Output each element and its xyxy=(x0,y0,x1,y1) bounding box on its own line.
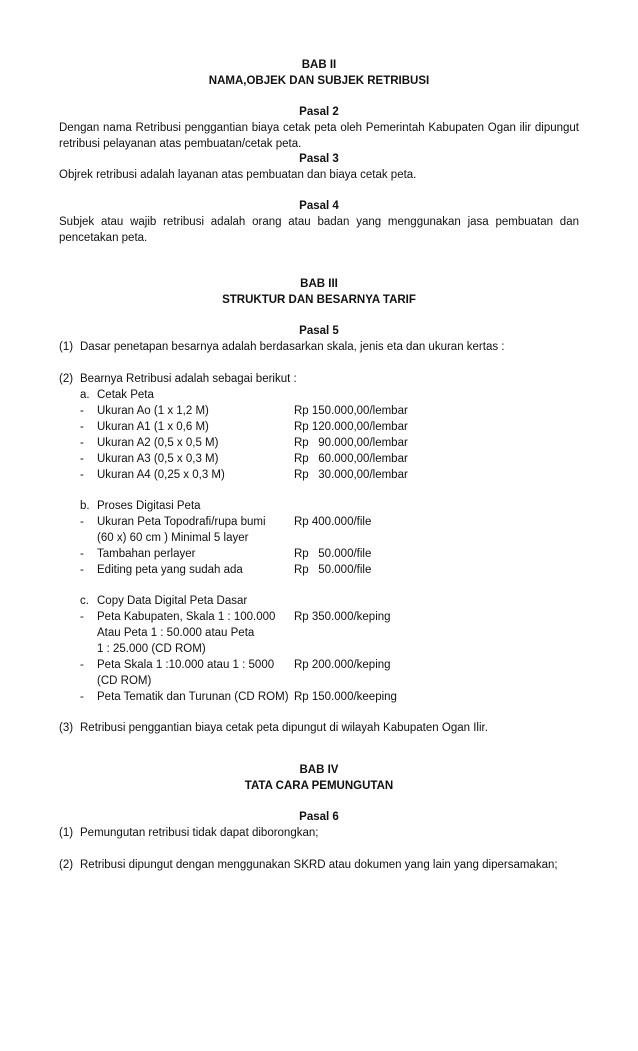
group-b-title: b. Proses Digitasi Peta xyxy=(80,500,201,512)
bab3-heading: BAB III xyxy=(300,278,338,290)
item-text: Bearnya Retribusi adalah sebagai berikut : xyxy=(80,373,297,385)
item-text: Dasar penetapan besarnya adalah berdasarkan skala, jenis eta dan ukuran kertas : xyxy=(80,341,505,353)
item-text: Retribusi dipungut dengan menggunakan SKRD atau dokumen yang lain yang dipersamakan; xyxy=(80,859,558,871)
tariff-row: - Ukuran Peta Topodrafi/rupa bumi Rp 400.000/file xyxy=(80,516,372,528)
pasal6-item-2 xyxy=(0,858,638,874)
pasal6-item-1 xyxy=(0,826,638,842)
pasal3-heading: Pasal 3 xyxy=(299,153,339,165)
item-number: (1) xyxy=(59,827,74,839)
pasal2-text: Dengan nama Retribusi penggantian biaya cetak peta oleh Pemerintah Kabupaten Ogan ilir dipungut retribusi pelayanan atas pembuatan/cetak peta. xyxy=(59,122,579,150)
tariff-row: - Peta Skala 1 :10.000 atau 1 : 5000 Rp 200.000/keping xyxy=(80,659,391,671)
tariff-row: - Ukuran A4 (0,25 x 0,3 M) Rp 30.000,00/lembar xyxy=(80,469,408,481)
tariff-row: - Ukuran A1 (1 x 0,6 M) Rp 120.000,00/lembar xyxy=(80,421,408,433)
item-number: (2) xyxy=(59,373,74,385)
pasal5-item-2 xyxy=(0,372,638,388)
bab4-heading: BAB IV xyxy=(299,764,339,776)
pasal3-text: Objrek retribusi adalah layanan atas pembuatan dan biaya cetak peta. xyxy=(59,169,417,181)
tariff-row: - Peta Kabupaten, Skala 1 : 100.000 Rp 350.000/keping xyxy=(80,611,391,623)
group-c-title: c. Copy Data Digital Peta Dasar xyxy=(80,595,248,607)
tariff-row: - Editing peta yang sudah ada Rp 50.000/file xyxy=(80,564,372,576)
item-text: Retribusi penggantian biaya cetak peta dipungut di wilayah Kabupaten Ogan Ilir. xyxy=(80,722,488,734)
group-a-title: a. Cetak Peta xyxy=(80,389,154,401)
item-number: (1) xyxy=(59,341,74,353)
tariff-row: - Peta Tematik dan Turunan (CD ROM) Rp 150.000/keeping xyxy=(80,691,397,703)
bab4-title: TATA CARA PEMUNGUTAN xyxy=(244,780,394,792)
pasal5-heading: Pasal 5 xyxy=(299,325,339,337)
item-number: (3) xyxy=(59,722,74,734)
pasal4-heading: Pasal 4 xyxy=(299,200,339,212)
item-number: (2) xyxy=(59,859,74,871)
bab3-title: STRUKTUR DAN BESARNYA TARIF xyxy=(222,294,416,306)
pasal5-item-3 xyxy=(0,721,638,737)
pasal4-text: Subjek atau wajib retribusi adalah orang atau badan yang menggunakan jasa pembuatan dan pencetakan peta. xyxy=(59,216,579,244)
tariff-row: - Ukuran A2 (0,5 x 0,5 M) Rp 90.000,00/lembar xyxy=(80,437,408,449)
item-text: Pemungutan retribusi tidak dapat diborongkan; xyxy=(80,827,319,839)
tariff-row-continuation: (CD ROM) xyxy=(97,675,152,687)
pasal2-heading: Pasal 2 xyxy=(299,106,339,118)
tariff-row-continuation: Atau Peta 1 : 50.000 atau Peta xyxy=(97,627,255,639)
bab2-title: NAMA,OBJEK DAN SUBJEK RETRIBUSI xyxy=(208,75,430,87)
bab2-heading: BAB II xyxy=(301,59,337,71)
pasal5-item-1 xyxy=(0,340,638,356)
tariff-row: - Ukuran A3 (0,5 x 0,3 M) Rp 60.000,00/lembar xyxy=(80,453,408,465)
tariff-row-continuation: 1 : 25.000 (CD ROM) xyxy=(97,643,206,655)
tariff-row-continuation: (60 x) 60 cm ) Minimal 5 layer xyxy=(97,532,249,544)
tariff-row: - Ukuran Ao (1 x 1,2 M) Rp 150.000,00/lembar xyxy=(80,405,408,417)
tariff-row: - Tambahan perlayer Rp 50.000/file xyxy=(80,548,372,560)
pasal6-heading: Pasal 6 xyxy=(299,811,339,823)
